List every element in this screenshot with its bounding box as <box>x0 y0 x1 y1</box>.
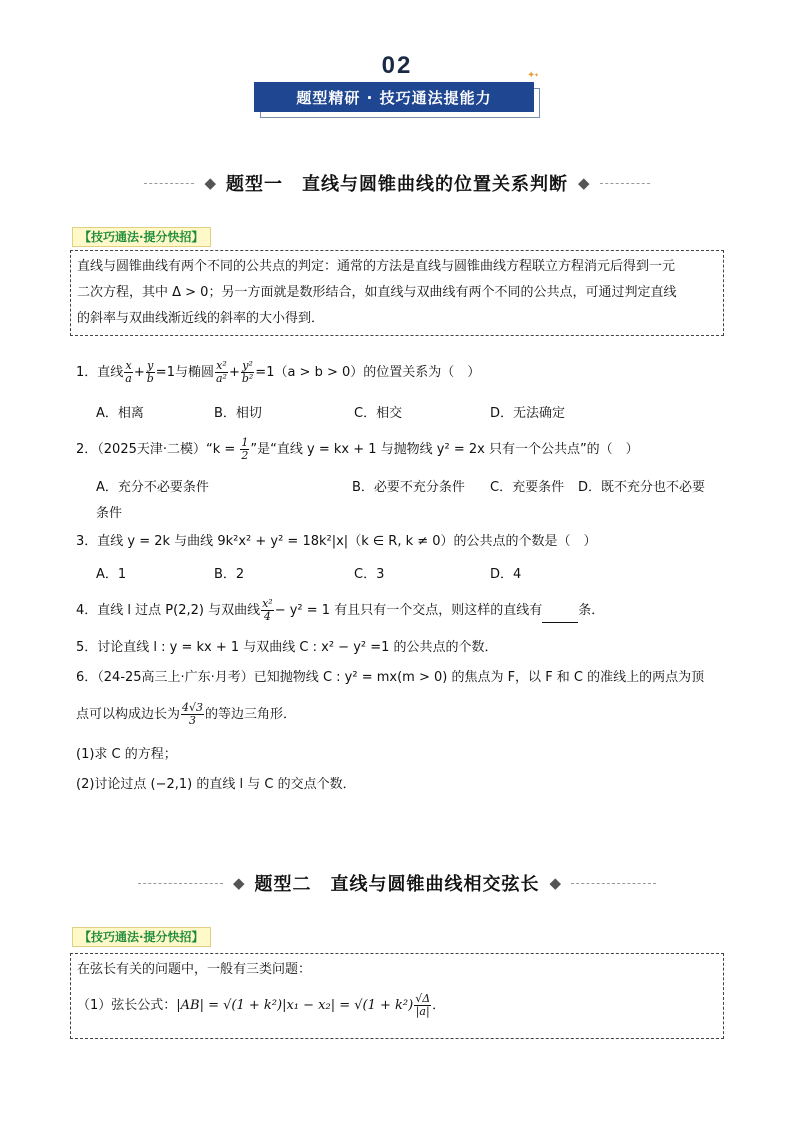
topic1-heading <box>0 170 794 196</box>
section-banner <box>254 82 540 118</box>
option[interactable]: A．1 <box>96 567 127 582</box>
question-5: 5．讨论直线 l : y = kx + 1 与双曲线 C : x² − y² =1 的公共点的个数． <box>76 640 498 655</box>
option[interactable]: B．必要不充分条件 <box>352 480 465 495</box>
option[interactable]: B．相切 <box>214 406 262 421</box>
tip-line: 在弦长有关的问题中，一般有三类问题： <box>77 962 312 977</box>
option[interactable]: D．既不充分也不必要 <box>578 480 706 495</box>
topic2-title: 题型二 直线与圆锥曲线相交弦长 <box>254 874 540 895</box>
option-wrap: 条件 <box>96 506 123 521</box>
topic2-heading <box>0 870 794 896</box>
diamond-icon: ◆ <box>549 874 562 892</box>
question-3: 3．直线 y = 2k 与曲线 9k²x² + y² = 18k²|x|（k ∈ R, k ≠ 0）的公共点的个数是（ ） <box>76 534 597 549</box>
option[interactable]: C．3 <box>354 567 385 582</box>
question-1: 1．直线 $\frac{x}{a}$ + $\frac{y}{b}$ =1与椭圆 $\frac{\text{x²}}{\text{a²}}$ + $\frac{\text{y²}}{\text{b²}}$ =1（a > b > 0）的位置关系为（ ） <box>76 359 481 385</box>
section-number: 02 <box>381 52 413 79</box>
question-2: 2．（2025天津·二模）“k = $\frac{1}{2}$ ”是“直线 y = kx + 1 与抛物线 y² = 2x 只有一个公共点”的（ ） <box>76 436 639 462</box>
question-6-line1: 6．（24-25高三上·广东·月考）已知抛物线 C : y² = mx(m > 0) 的焦点为 F，以 F 和 C 的准线上的两点为顶 <box>76 670 705 685</box>
sparkle-small-icon: ✦ <box>534 72 540 79</box>
option[interactable]: A．充分不必要条件 <box>96 480 209 495</box>
option[interactable]: C．充要条件 <box>490 480 565 495</box>
option[interactable]: D．4 <box>490 567 522 582</box>
tip-line: 二次方程，其中 Δ > 0；另一方面就是数形结合，如直线与双曲线有两个不同的公共点，可通过判定直线 <box>77 285 677 300</box>
tip-line: 的斜率与双曲线渐近线的斜率的大小得到． <box>77 311 325 326</box>
topic1-title: 题型一 直线与圆锥曲线的位置关系判断 <box>226 174 568 195</box>
diamond-icon: ◆ <box>204 174 216 192</box>
question-6-line2: 点可以构成边长为 $\frac{4√3}{3}$ 的等边三角形． <box>76 701 297 727</box>
divider <box>138 883 223 884</box>
diamond-icon: ◆ <box>232 874 245 892</box>
option[interactable]: C．相交 <box>354 406 403 421</box>
tips-tag: 【技巧通法·提分快招】 <box>72 927 211 947</box>
question-4: 4．直线 l 过点 P(2,2) 与双曲线 $\frac{\text{x²}}{4}$ − y² = 1 有且只有一个交点，则这样的直线有 条． <box>76 597 605 623</box>
tips-box <box>70 953 724 1039</box>
divider <box>144 183 194 184</box>
divider <box>571 883 656 884</box>
question-6-part1: (1)求 C 的方程； <box>76 747 177 762</box>
option[interactable]: A．相离 <box>96 406 144 421</box>
tips-tag: 【技巧通法·提分快招】 <box>72 227 211 247</box>
question-6-part2: (2)讨论过点 (−2,1) 的直线 l 与 C 的交点个数． <box>76 777 356 792</box>
option[interactable]: B．2 <box>214 567 245 582</box>
sparkle-icon: ✦ <box>527 70 536 81</box>
diamond-icon: ◆ <box>578 174 590 192</box>
option[interactable]: D．无法确定 <box>490 406 566 421</box>
tip-line: 直线与圆锥曲线有两个不同的公共点的判定：通常的方法是直线与圆锥曲线方程联立方程消元后得到一元 <box>77 259 676 274</box>
answer-blank[interactable] <box>542 622 578 623</box>
divider <box>600 183 650 184</box>
tips-box <box>70 250 724 336</box>
section-banner-text: 题型精研 · 技巧通法提能力 <box>254 82 534 112</box>
tip-formula-line: （1）弦长公式：|AB| = √(1 + k²)|x₁ − x₂| = √(1 + k²) $\frac{√\Delta}{|a|}$ ． <box>77 992 446 1018</box>
